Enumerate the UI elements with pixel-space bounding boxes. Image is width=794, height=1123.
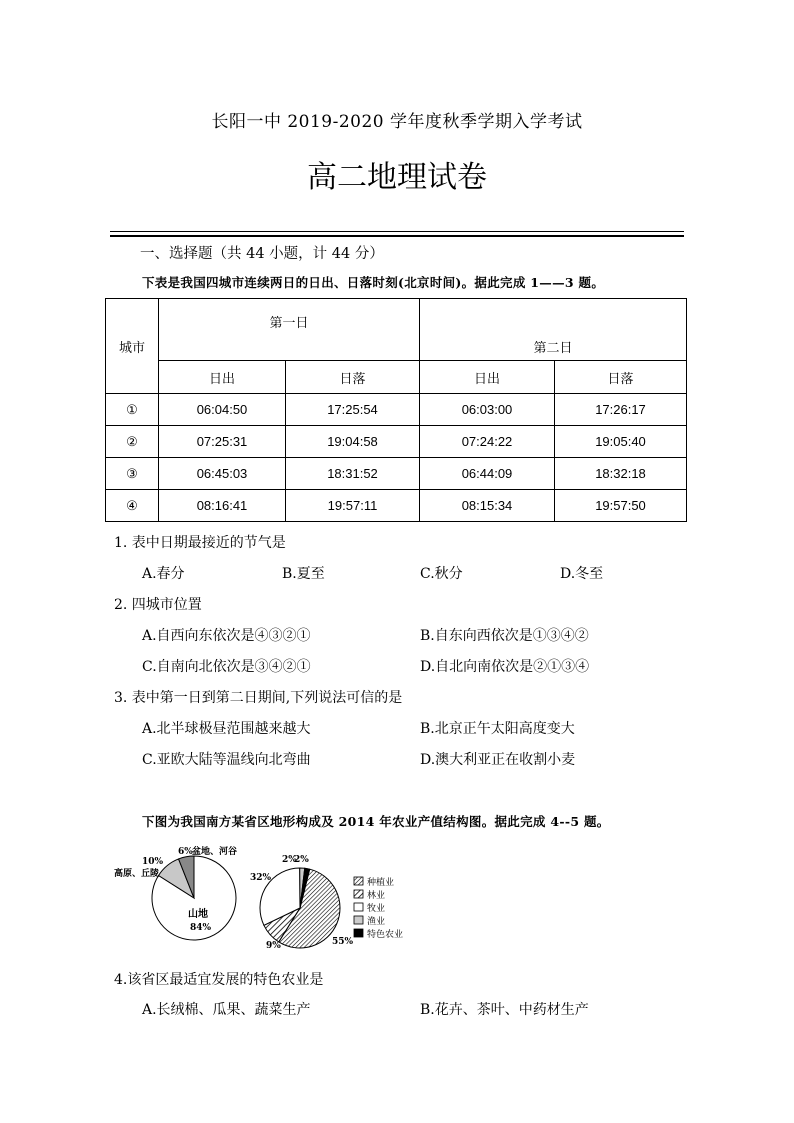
- section-heading: 一、选择题（共 44 小题，计 44 分）: [140, 246, 384, 262]
- pie1-label-84-name: 山地: [188, 909, 208, 920]
- question-1-stem: 1. 表中日期最接近的节气是: [114, 535, 286, 551]
- question-1-option-d[interactable]: D.冬至: [560, 566, 604, 582]
- legend-swatch-forest: [354, 890, 363, 898]
- chart-intro: 下图为我国南方某省区地形构成及 2014 年农业产值结构图。据此完成 4--5 题。: [142, 814, 610, 829]
- question-1-option-b[interactable]: B.夏至: [282, 566, 325, 582]
- legend-swatch-crop: [354, 877, 363, 885]
- question-3-option-b[interactable]: B.北京正午太阳高度变大: [420, 721, 575, 737]
- pie2-label-crop: 55%: [332, 937, 354, 947]
- legend-label-special: 特色农业: [367, 930, 404, 940]
- legend-label-crop: 种植业: [367, 878, 395, 888]
- pie1-label-10-value: 10%: [142, 857, 164, 867]
- city-header: 城市: [106, 299, 159, 394]
- pie2-label-fish: 2%: [282, 855, 297, 865]
- legend-label-forest: 林业: [367, 891, 386, 901]
- day2-sunrise-header: 日出: [420, 361, 555, 394]
- question-1-option-a[interactable]: A.春分: [142, 566, 185, 582]
- question-4-option-a[interactable]: A.长绒棉、瓜果、蔬菜生产: [142, 1002, 311, 1018]
- pie1-label-6-name: 盆地、河谷: [192, 847, 238, 857]
- pie2-label-forest: 9%: [266, 941, 281, 951]
- table-row: ② 07:25:31 19:04:58 07:24:22 19:05:40: [106, 426, 687, 458]
- question-4-stem: 4.该省区最适宜发展的特色农业是: [114, 972, 324, 988]
- legend-label-pasture: 牧业: [367, 904, 386, 914]
- day1-header: 第一日: [159, 299, 420, 361]
- question-3-option-c[interactable]: C.亚欧大陆等温线向北弯曲: [142, 752, 311, 768]
- pie1-label-10-name: 高原、丘陵: [114, 869, 160, 879]
- question-3-option-d[interactable]: D.澳大利亚正在收割小麦: [420, 752, 576, 768]
- day2-sunset-header: 日落: [555, 361, 687, 394]
- pie1-label-84-value: 84%: [190, 923, 212, 933]
- table-row: ④ 08:16:41 19:57:11 08:15:34 19:57:50: [106, 490, 687, 522]
- legend-swatch-fish: [354, 916, 363, 924]
- sunrise-sunset-table: [105, 298, 687, 522]
- question-2-option-c[interactable]: C.自南向北依次是③④②①: [142, 659, 311, 675]
- pie1-label-6-value: 6%: [178, 847, 193, 857]
- question-2-option-b[interactable]: B.自东向西依次是①③④②: [420, 628, 589, 644]
- header-divider: [110, 231, 684, 232]
- day2-header: 第二日: [420, 299, 687, 361]
- legend-label-fish: 渔业: [367, 917, 386, 927]
- page-title: 高二地理试卷: [307, 160, 487, 195]
- table-row: ① 06:04:50 17:25:54 06:03:00 17:26:17: [106, 394, 687, 426]
- table-intro: 下表是我国四城市连续两日的日出、日落时刻(北京时间)。据此完成 1——3 题。: [142, 275, 605, 290]
- question-2-option-a[interactable]: A.自西向东依次是④③②①: [142, 628, 311, 644]
- header-divider-thick: [110, 235, 684, 237]
- question-1-option-c[interactable]: C.秋分: [420, 566, 463, 582]
- legend-swatch-special: [354, 929, 363, 937]
- question-3-stem: 3. 表中第一日到第二日期间,下列说法可信的是: [114, 690, 403, 706]
- exam-subtitle: 长阳一中 2019-2020 学年度秋季学期入学考试: [211, 112, 583, 132]
- day1-sunset-header: 日落: [286, 361, 420, 394]
- question-4-option-b[interactable]: B.花卉、茶叶、中药材生产: [420, 1002, 589, 1018]
- question-2-option-d[interactable]: D.自北向南依次是②①③④: [420, 659, 590, 675]
- table-row: ③ 06:45:03 18:31:52 06:44:09 18:32:18: [106, 458, 687, 490]
- question-3-option-a[interactable]: A.北半球极昼范围越来越大: [142, 721, 311, 737]
- pie2-label-pasture: 32%: [250, 873, 272, 883]
- agriculture-charts: [108, 842, 438, 954]
- question-2-stem: 2. 四城市位置: [114, 597, 202, 613]
- legend-swatch-pasture: [354, 903, 363, 911]
- pie2-label-special: 2%: [294, 855, 309, 865]
- day1-sunrise-header: 日出: [159, 361, 286, 394]
